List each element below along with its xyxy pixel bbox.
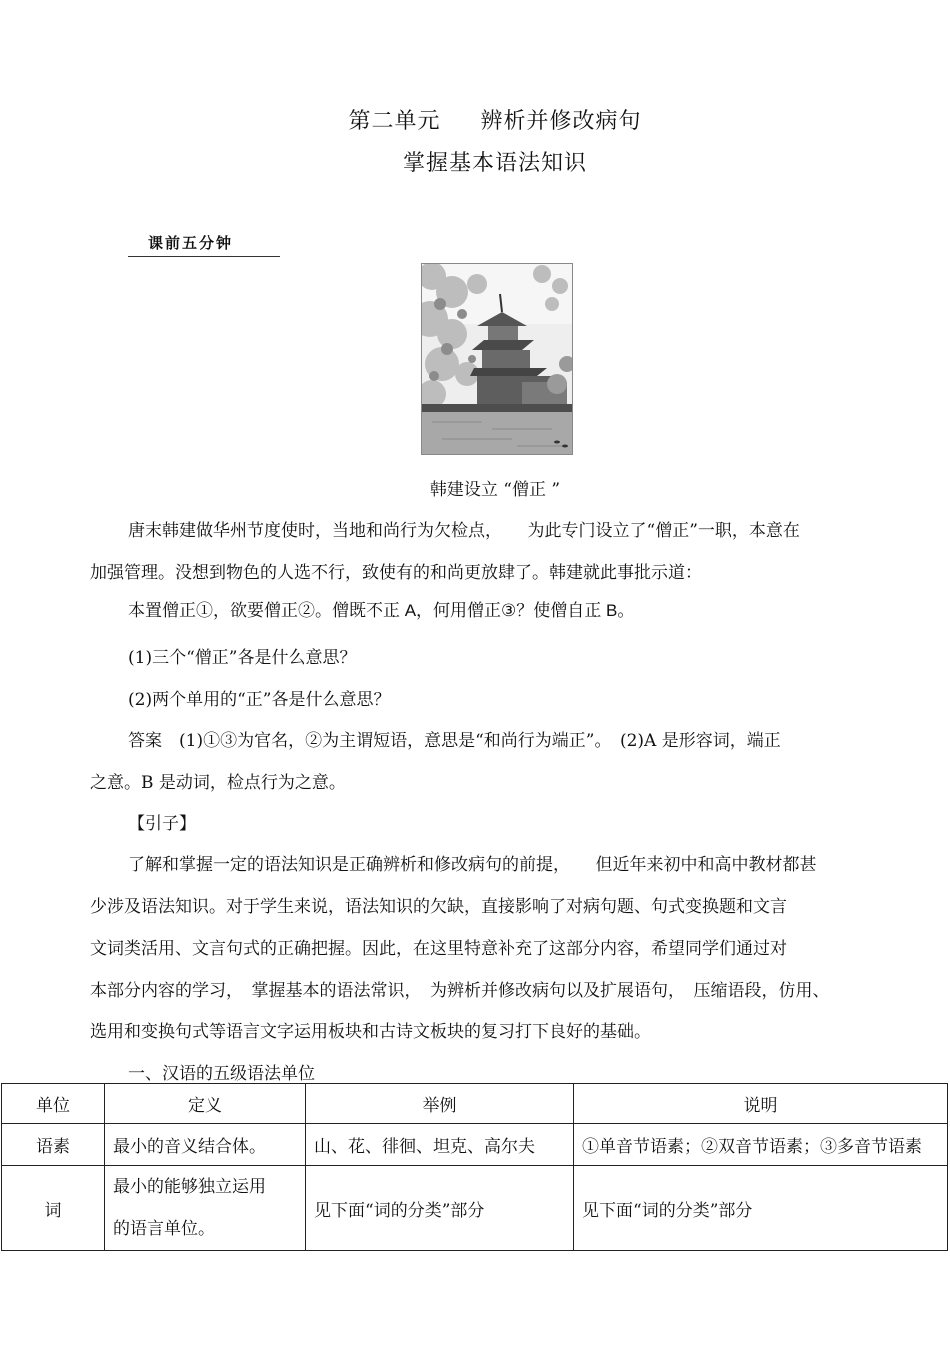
page-title bbox=[0, 104, 950, 135]
quote-part-3: B。 bbox=[601, 601, 635, 620]
story-line-1: 唐末韩建做华州节度使时，当地和尚行为欠检点， 为此专门设立了“僧正”一职，本意在 bbox=[128, 521, 800, 541]
table-header-cell: 单位 bbox=[2, 1084, 105, 1124]
temple-cherry-blossom-photo bbox=[421, 263, 573, 455]
intro-line-5: 选用和变换句式等语言文字运用板块和古诗文板块的复习打下良好的基础。 bbox=[90, 1022, 651, 1042]
table-cell: 见下面“词的分类”部分 bbox=[306, 1166, 574, 1251]
question-1: (1)三个“僧正”各是什么意思？ bbox=[128, 648, 357, 668]
quote-part-2: A，何用僧正③？使僧自 bbox=[400, 601, 585, 620]
photo-caption: 韩建设立 “僧正 ” bbox=[429, 480, 561, 500]
table-header-row bbox=[2, 1084, 948, 1124]
story-line-2: 加强管理。没想到物色的人选不行，致使有的和尚更放肆了。韩建就此事批示道： bbox=[90, 563, 702, 583]
answer-line-1: 答案 (1)①③为官名，②为主谓短语，意思是“和尚行为端正”。 (2)A 是形容词，端正 bbox=[128, 731, 781, 751]
section-divider bbox=[128, 256, 280, 257]
section-label: 课前五分钟 bbox=[148, 234, 234, 252]
table-cell: 最小的音义结合体。 bbox=[105, 1124, 306, 1166]
definition-line-2: 的语言单位。 bbox=[113, 1219, 215, 1239]
table-header-cell: 说明 bbox=[574, 1084, 948, 1124]
answer-line-2: 之意。B 是动词，检点行为之意。 bbox=[90, 773, 346, 793]
table-cell: 语素 bbox=[2, 1124, 105, 1166]
page-subtitle: 掌握基本语法知识 bbox=[402, 151, 587, 176]
table-cell: ①单音节语素；②双音节语素；③多音节语素 bbox=[574, 1124, 948, 1166]
table-cell: 词 bbox=[2, 1166, 105, 1251]
table-row bbox=[2, 1166, 948, 1251]
title-topic: 辨析并修改病句 bbox=[480, 109, 642, 134]
table-header-cell: 举例 bbox=[306, 1084, 574, 1124]
table-header-cell: 定义 bbox=[105, 1084, 306, 1124]
intro-line-3: 文词类活用、文言句式的正确把握。因此，在这里特意补充了这部分内容，希望同学们通过对 bbox=[90, 939, 787, 959]
table-cell: 山、花、徘徊、坦克、高尔夫 bbox=[306, 1124, 574, 1166]
definition-line-1: 最小的能够独立运用 bbox=[113, 1177, 266, 1197]
table-cell: 见下面“词的分类”部分 bbox=[574, 1166, 948, 1251]
intro-line-4: 本部分内容的学习， 掌握基本的语法常识， 为辨析并修改病句以及扩展语句， 压缩语段，仿用、 bbox=[90, 981, 830, 1001]
table-cell-definition bbox=[105, 1166, 306, 1251]
grammar-units-table bbox=[1, 1083, 948, 1251]
question-2: (2)两个单用的“正”各是什么意思？ bbox=[128, 690, 391, 710]
table-heading: 一、汉语的五级语法单位 bbox=[128, 1064, 315, 1084]
intro-line-1: 了解和掌握一定的语法知识是正确辨析和修改病句的前提， 但近年来初中和高中教材都甚 bbox=[128, 855, 817, 875]
story-quote bbox=[128, 596, 634, 621]
quote-part-1: 本置僧正①，欲要僧正②。僧既不 bbox=[128, 601, 383, 621]
title-unit: 第二单元 bbox=[348, 109, 441, 134]
intro-line-2: 少涉及语法知识。对于学生来说，语法知识的欠缺，直接影响了对病句题、句式变换题和文言 bbox=[90, 897, 787, 917]
table-row bbox=[2, 1124, 948, 1166]
quote-emphasis-b: 正 . bbox=[584, 601, 601, 621]
quote-emphasis-a: 正 . bbox=[383, 601, 400, 621]
intro-label: 【引子】 bbox=[128, 814, 196, 834]
